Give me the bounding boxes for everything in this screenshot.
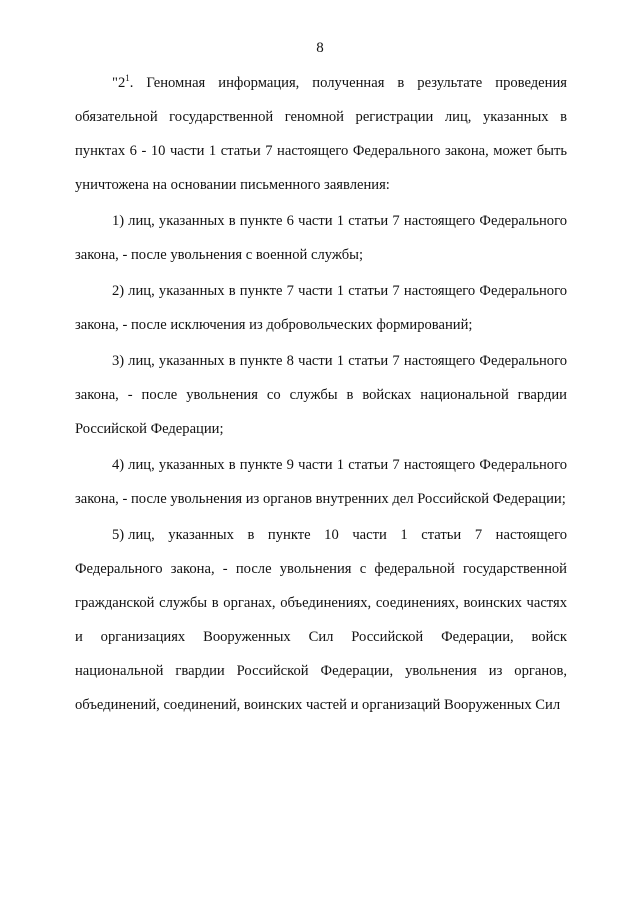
document-body [75,66,567,722]
list-item-marker: 3) [112,353,125,369]
list-item-5 [75,518,567,722]
intro-paragraph [75,66,567,202]
page-number: 8 [316,40,324,56]
intro-superscript: 1 [125,73,130,84]
list-item-3 [75,344,567,446]
list-item-1 [75,204,567,272]
intro-text: . Геномная информация, полученная в результате проведения обязательной государственной геномной регистрации лиц, указанных в пунктах 6 - 10 части 1 статьи 7 настоящего Федерального закона, может быть уничтожена на основании письменного заявления: [75,75,567,193]
list-item-text: лиц, указанных в пункте 8 части 1 статьи 7 настоящего Федерального закона, - после увольнения со службы в войсках национальной гвардии Российской Федерации; [75,353,567,437]
list-item-2 [75,274,567,342]
list-item-marker: 4) [112,457,125,473]
list-item-marker: 5) [112,527,125,543]
list-item-text: лиц, указанных в пункте 10 части 1 статьи 7 настоящего Федерального закона, - после увольнения с федеральной государственной гражданской службы в органах, объединениях, соединениях, воинских частях и организациях Вооруженных Сил Российской Федерации, войск национальной гвардии Российской Федерации, увольнения из органов, объединений, соединений, воинских частей и организаций Вооруженных Сил [75,527,567,713]
list-item-text: лиц, указанных в пункте 7 части 1 статьи 7 настоящего Федерального закона, - после исключения из добровольческих формирований; [75,283,567,333]
intro-prefix: "2 [112,75,126,91]
list-item-text: лиц, указанных в пункте 9 части 1 статьи 7 настоящего Федерального закона, - после увольнения из органов внутренних дел Российской Федерации; [75,457,567,507]
list-item-text: лиц, указанных в пункте 6 части 1 статьи 7 настоящего Федерального закона, - после увольнения с военной службы; [75,213,567,263]
list-item-marker: 1) [112,213,125,229]
list-item-4 [75,448,567,516]
list-item-marker: 2) [112,283,125,299]
